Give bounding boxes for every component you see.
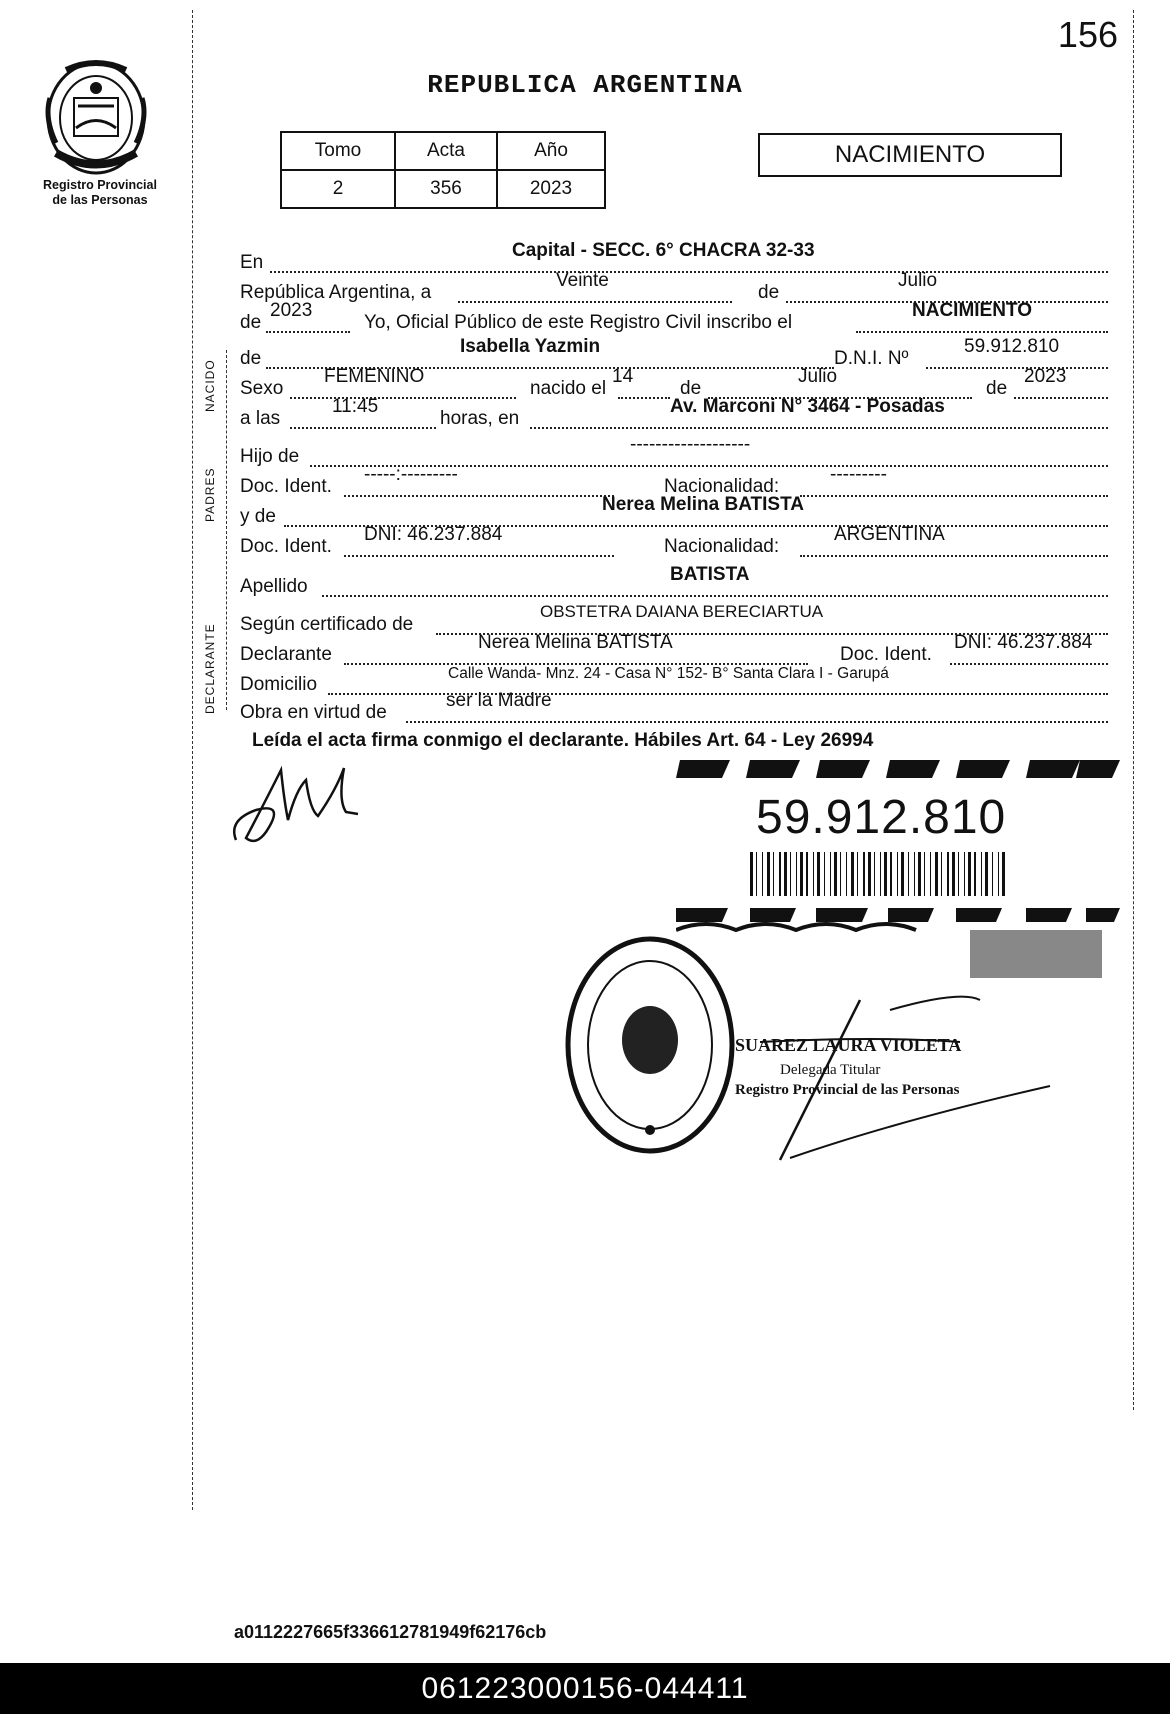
barcode-bar — [824, 852, 825, 896]
row-obra: Obra en virtud de ser la Madre — [240, 694, 1110, 720]
row-sexo: Sexo FEMENINO nacido el 14 de Julio de 2023 — [240, 370, 1110, 396]
row-declarante: Declarante Nerea Melina BATISTA Doc. Ident. DNI: 46.237.884 — [240, 636, 1110, 662]
barcode-bar — [930, 852, 931, 896]
left-margin-line — [192, 10, 193, 1510]
row-apellido: Apellido BATISTA — [240, 568, 1110, 594]
certificado-value: OBSTETRA DAIANA BERECIARTUA — [540, 602, 824, 621]
declarante-doc-value: DNI: 46.237.884 — [954, 632, 1093, 653]
tomo-value: 2 — [281, 170, 395, 208]
barcode-bar — [974, 852, 976, 896]
barcode-bar — [947, 852, 949, 896]
barcode-bar — [874, 852, 875, 896]
year-value: 2023 — [270, 300, 313, 321]
barcode-bar — [918, 852, 921, 896]
hora-value: 11:45 — [332, 396, 379, 417]
padres-section-label: PADRES — [203, 467, 217, 522]
barcode — [748, 852, 1008, 903]
lugar-inscripcion-value: Capital - SECC. 6° CHACRA 32-33 — [512, 240, 815, 261]
barcode-bar — [901, 852, 904, 896]
declarante-section-label: DECLARANTE — [203, 623, 217, 714]
barcode-bar — [857, 852, 858, 896]
row-padre-doc: Doc. Ident. -----:--------- Nacionalidad: --------- — [240, 468, 1110, 494]
barcode-bar — [806, 852, 808, 896]
declarante-value: Nerea Melina BATISTA — [478, 632, 673, 653]
barcode-bar — [952, 852, 955, 896]
barcode-bar — [790, 852, 791, 896]
barcode-bar — [964, 852, 965, 896]
row-inscribo: de 2023 Yo, Oficial Público de este Registro Civil inscribo el NACIMIENTO — [240, 304, 1110, 330]
barcode-bar — [968, 852, 971, 896]
row-madre: y de Nerea Melina BATISTA — [240, 498, 1110, 524]
barcode-bar — [890, 852, 892, 896]
row-lugar-inscripcion: En Capital - SECC. 6° CHACRA 32-33 — [240, 244, 1110, 270]
act-type-box: NACIMIENTO — [758, 133, 1062, 177]
madre-doc-value: DNI: 46.237.884 — [364, 524, 503, 545]
nacido-day-value: 14 — [612, 366, 634, 387]
barcode-bar — [830, 852, 831, 896]
nacido-year-value: 2023 — [1024, 366, 1067, 387]
barcode-bar — [981, 852, 982, 896]
closing-statement: Leída el acta firma conmigo el declarante. Hábiles Art. 64 - Ley 26994 — [252, 730, 874, 751]
office-caption: Registro Provincial de las Personas — [43, 178, 157, 207]
barcode-bar — [985, 852, 988, 896]
acta-header: Acta — [395, 132, 497, 170]
barcode-bar — [813, 852, 814, 896]
page-number: 156 — [1057, 14, 1118, 55]
barcode-bar — [800, 852, 803, 896]
officer-office: Registro Provincial de las Personas — [735, 1082, 960, 1098]
footer-code-bar: 061223000156-044411 — [0, 1663, 1170, 1714]
nombre-value: Isabella Yazmin — [460, 336, 601, 357]
madre-value: Nerea Melina BATISTA — [602, 494, 805, 515]
acta-value: 356 — [395, 170, 497, 208]
inscribo-value: NACIMIENTO — [912, 300, 1032, 321]
barcode-bar — [880, 852, 881, 896]
barcode-bar — [863, 852, 865, 896]
officer-signature — [700, 970, 1080, 1175]
obra-value: ser la Madre — [446, 690, 552, 711]
barcode-bar — [868, 852, 871, 896]
madre-nac-value: ARGENTINA — [834, 524, 945, 545]
apellido-value: BATISTA — [670, 564, 750, 585]
barcode-bar — [779, 852, 781, 896]
domicilio-value: Calle Wanda- Mnz. 24 - Casa N° 152- B° Santa Clara I - Garupá — [448, 665, 889, 682]
row-certificado: Según certificado de OBSTETRA DAIANA BERECIARTUA — [240, 606, 1110, 632]
barcode-bar — [756, 852, 757, 896]
barcode-bar — [958, 852, 959, 896]
barcode-bar — [773, 852, 774, 896]
row-domicilio: Domicilio Calle Wanda- Mnz. 24 - Casa N° 152- B° Santa Clara I - Garupá — [240, 666, 1110, 692]
dni-value: 59.912.810 — [964, 336, 1060, 357]
month-value: Julio — [898, 270, 938, 291]
barcode-bar — [762, 852, 763, 896]
row-nombre: de Isabella Yazmin D.N.I. Nº 59.912.810 — [240, 340, 1110, 366]
barcode-bar — [884, 852, 887, 896]
right-margin-line — [1133, 10, 1134, 1410]
padre-nac-value: --------- — [830, 464, 887, 485]
barcode-bar — [935, 852, 938, 896]
row-madre-doc: Doc. Ident. DNI: 46.237.884 Nacionalidad: ARGENTINA — [240, 528, 1110, 554]
barcode-bar — [817, 852, 820, 896]
row-hora-lugar: a las 11:45 horas, en Av. Marconi N° 3464 - Posadas — [240, 400, 1110, 426]
sexo-value: FEMENINO — [324, 366, 425, 387]
barcode-bar — [784, 852, 787, 896]
barcode-bar — [998, 852, 999, 896]
declarant-signature — [226, 760, 366, 855]
barcode-bar — [767, 852, 770, 896]
barcode-bar — [941, 852, 942, 896]
register-table — [280, 131, 606, 209]
barcode-bar — [796, 852, 797, 896]
barcode-bar — [914, 852, 915, 896]
barcode-bar — [750, 852, 753, 896]
padre-doc-value: -----:--------- — [364, 464, 458, 485]
barcode-bar — [840, 852, 841, 896]
row-fecha-inscripcion: República Argentina, a Veinte de Julio — [240, 274, 1110, 300]
barcode-bar — [992, 852, 993, 896]
dni-large-number: 59.912.810 — [756, 791, 1007, 844]
section-divider-line — [226, 350, 227, 710]
tomo-header: Tomo — [281, 132, 395, 170]
barcode-bar — [1002, 852, 1005, 896]
row-hijo-de: Hijo de ------------------- — [240, 438, 1110, 464]
document-hash: a0112227665f336612781949f62176cb — [234, 1622, 547, 1642]
barcode-bar — [851, 852, 854, 896]
barcode-bar — [897, 852, 898, 896]
document-title: REPUBLICA ARGENTINA — [427, 70, 743, 100]
anio-header: Año — [497, 132, 605, 170]
barcode-bar — [846, 852, 847, 896]
lugar-nacimiento-value: Av. Marconi N° 3464 - Posadas — [670, 396, 945, 417]
officer-name: SUAREZ LAURA VIOLETA — [735, 1035, 962, 1055]
barcode-bar — [834, 852, 837, 896]
anio-value: 2023 — [497, 170, 605, 208]
barcode-bar — [924, 852, 925, 896]
hijo-value: ------------------- — [630, 434, 751, 455]
nacido-section-label: NACIDO — [203, 359, 217, 412]
day-value: Veinte — [556, 270, 609, 291]
officer-role: Delegada Titular — [780, 1062, 881, 1078]
barcode-bar — [908, 852, 909, 896]
nacido-month-value: Julio — [798, 366, 838, 387]
security-band-top — [676, 756, 1122, 782]
